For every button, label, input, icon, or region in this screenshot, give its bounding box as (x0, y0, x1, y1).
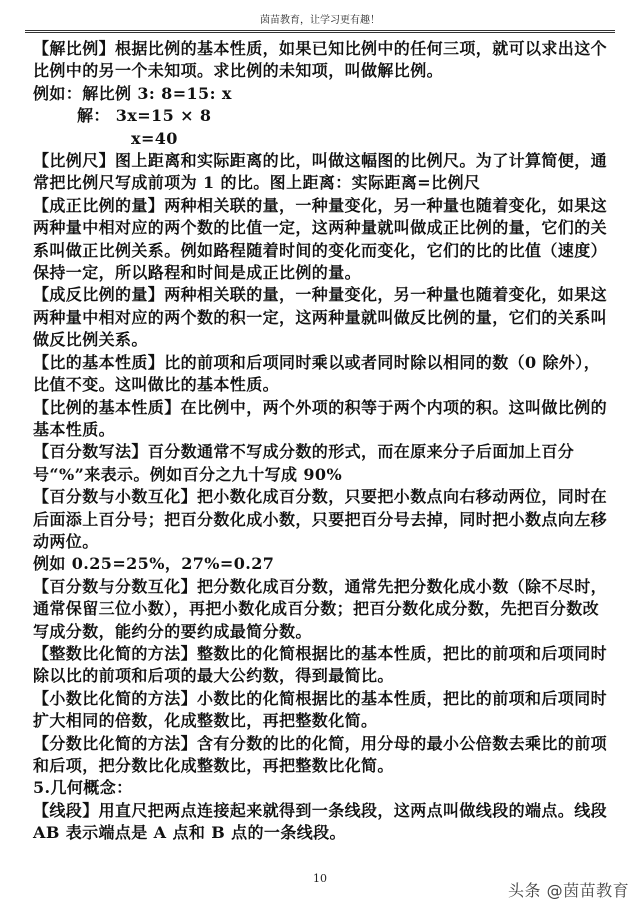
answer-line: x=40 (131, 128, 178, 148)
page-content (33, 38, 613, 845)
page-header: 茵苗教育，让学习更有趣！ (260, 15, 380, 26)
paragraph-percent-decimal: 【百分数与小数互化】把小数化成百分数，只要把小数点向右移动两位，同时在后面添上百分号；把百分数化成小数，只要把百分号去掉，同时把小数点向左移动两位。 (33, 487, 608, 551)
solution-line: 解： 3x=15 × 8 (77, 106, 212, 126)
paragraph-scale: 【比例尺】图上距离和实际距离的比，叫做这幅图的比例尺。为了计算简便，通常把比例尺写成前项为 1 的比。图上距离：实际距离=比例尺 (33, 151, 608, 193)
paragraph-solve-proportion: 【解比例】根据比例的基本性质，如果已知比例中的任何三项，就可以求出这个比例中的另一个未知项。求比例的未知项，叫做解比例。 (33, 39, 608, 81)
paragraph-percent-fraction: 【百分数与分数互化】把分数化成百分数，通常先把分数化成小数（除不尽时，通常保留三位小数），再把小数化成百分数；把百分数化成分数，先把百分数改写成分数，能约分的要约成最简分数。 (33, 576, 608, 641)
paragraph-proportion-property: 【比例的基本性质】在比例中，两个外项的积等于两个内项的积。这叫做比例的基本性质。 (33, 397, 608, 439)
example-line: 例如：解比例 3: 8=15: x (33, 83, 232, 103)
header-rule (25, 30, 615, 33)
paragraph-direct-proportion: 【成正比例的量】两种相关联的量，一种量变化，另一种量也随着变化，如果这两种量中相对应的两个数的比值一定，这两种量就叫做成正比例的量，它们的关系叫做正比例关系。例如路程随着时间的变化而变化，它们的比的比值（速度）保持一定，所以路程和时间是成正比例的量。 (33, 195, 608, 283)
watermark: 头条 @茵苗教育 (508, 881, 630, 900)
page-number: 10 (313, 872, 327, 885)
paragraph-ratio-property: 【比的基本性质】比的前项和后项同时乘以或者同时除以相同的数（0 除外），比值不变。这叫做比的基本性质。 (33, 352, 601, 395)
example-percent-line: 例如 0.25=25%，27%=0.27 (33, 554, 275, 574)
paragraph-inverse-proportion: 【成反比例的量】两种相关联的量，一种量变化，另一种量也随着变化，如果这两种量中相对应的两个数的积一定，这两种量就叫做反比例的量，它们的关系叫做反比例关系。 (33, 285, 608, 350)
paragraph-decimal-ratio: 【小数比化简的方法】小数比的化简根据比的基本性质，把比的前项和后项同时扩大相同的倍数，化成整数比，再把整数化简。 (33, 688, 608, 731)
paragraph-fraction-ratio: 【分数比化简的方法】含有分数的比的化简，用分母的最小公倍数去乘比的前项和后项，把分数比化成整数比，再把整数比化简。 (33, 733, 608, 775)
paragraph-integer-ratio: 【整数比化简的方法】整数比的化简根据比的基本性质，把比的前项和后项同时除以比的前项和后项的最大公约数，得到最简比。 (33, 643, 608, 686)
section-heading-geometry: 5.几何概念： (33, 778, 133, 798)
paragraph-percent-notation: 【百分数写法】百分数通常不写成分数的形式，而在原来分子后面加上百分号“%”来表示。例如百分之九十写成 90% (33, 442, 575, 484)
paragraph-line-segment: 【线段】用直尺把两点连接起来就得到一条线段，这两点叫做线段的端点。线段 AB 表示端点是 A 点和 B 点的一条线段。 (33, 800, 608, 843)
